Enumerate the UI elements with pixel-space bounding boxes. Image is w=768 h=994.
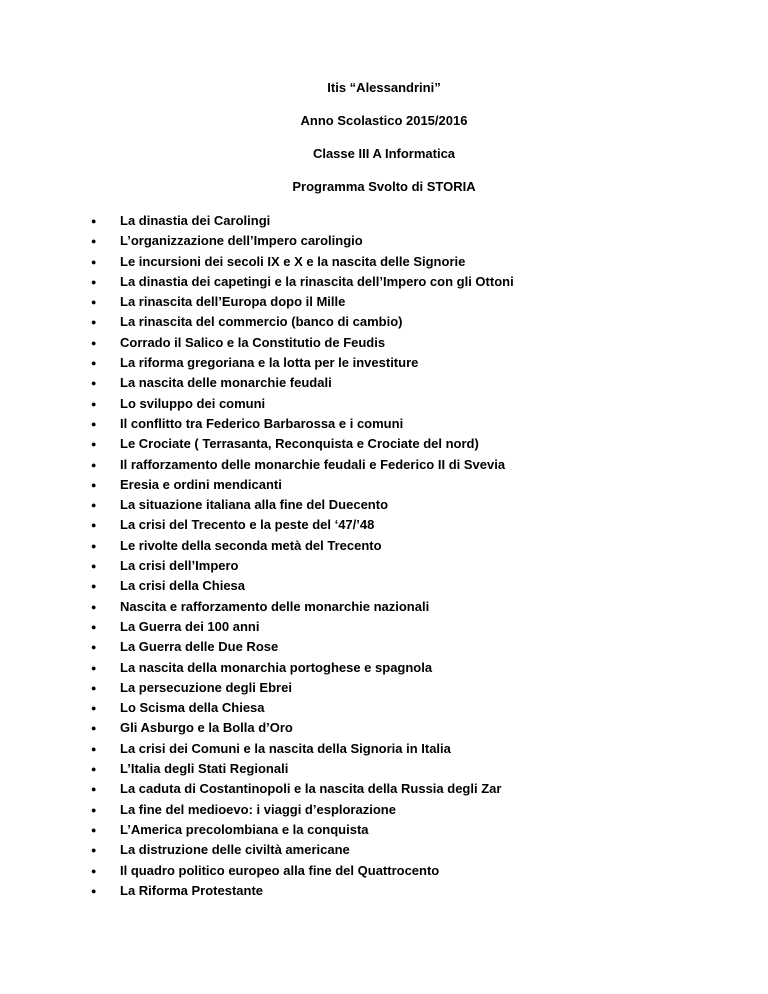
document-header xyxy=(0,79,768,211)
bullet-icon: ● xyxy=(91,358,97,369)
bullet-icon: ● xyxy=(91,865,97,876)
topic-text: Le incursioni dei secoli IX e X e la nascita delle Signorie xyxy=(120,253,466,269)
school-year: Anno Scolastico 2015/2016 xyxy=(300,113,468,128)
topic-text: La riforma gregoriana e la lotta per le investiture xyxy=(120,355,419,371)
bullet-icon: ● xyxy=(91,784,97,795)
topic-text: Le rivolte della seconda metà del Trecento xyxy=(120,537,382,553)
topic-text: La persecuzione degli Ebrei xyxy=(120,679,292,695)
bullet-icon: ● xyxy=(91,764,97,775)
topic-text: La rinascita dell’Europa dopo il Mille xyxy=(120,294,346,310)
topic-text: L’Italia degli Stati Regionali xyxy=(120,761,289,777)
bullet-icon: ● xyxy=(91,439,97,450)
topic-text: Lo Scisma della Chiesa xyxy=(120,700,265,716)
bullet-icon: ● xyxy=(91,561,97,572)
bullet-icon: ● xyxy=(91,540,97,551)
topic-text: Le Crociate ( Terrasanta, Reconquista e Crociate del nord) xyxy=(120,436,479,452)
bullet-icon: ● xyxy=(91,824,97,835)
bullet-icon: ● xyxy=(91,236,97,247)
topic-text: La rinascita del commercio (banco di cambio) xyxy=(120,314,403,330)
bullet-icon: ● xyxy=(91,479,97,490)
topic-text: Il rafforzamento delle monarchie feudali e Federico II di Svevia xyxy=(120,456,506,472)
topic-text: Gli Asburgo e la Bolla d’Oro xyxy=(120,720,293,736)
topic-text: La situazione italiana alla fine del Duecento xyxy=(120,497,389,513)
document-title: Programma Svolto di STORIA xyxy=(292,179,476,194)
bullet-icon: ● xyxy=(91,216,97,226)
bullet-icon: ● xyxy=(91,256,97,267)
topic-text: La crisi dei Comuni e la nascita della Signoria in Italia xyxy=(120,740,451,756)
topic-text: Il conflitto tra Federico Barbarossa e i comuni xyxy=(120,415,404,431)
bullet-icon: ● xyxy=(91,845,97,856)
bullet-icon: ● xyxy=(91,743,97,754)
topic-text: La caduta di Costantinopoli e la nascita della Russia degli Zar xyxy=(120,781,502,797)
bullet-icon: ● xyxy=(91,337,97,348)
topic-text: La dinastia dei capetingi e la rinascita dell’Impero con gli Ottoni xyxy=(120,273,514,289)
bullet-icon: ● xyxy=(91,804,97,815)
bullet-icon: ● xyxy=(91,378,97,389)
topic-text: Eresia e ordini mendicanti xyxy=(120,476,282,492)
bullet-icon: ● xyxy=(91,703,97,714)
topic-text: Il quadro politico europeo alla fine del Quattrocento xyxy=(120,862,440,878)
bullet-icon: ● xyxy=(91,520,97,531)
topic-text: La fine del medioevo: i viaggi d’esplorazione xyxy=(120,801,396,817)
class-name: Classe III A Informatica xyxy=(312,146,456,161)
bullet-icon: ● xyxy=(91,723,97,734)
topic-text: La Riforma Protestante xyxy=(120,882,264,898)
topic-text: La nascita delle monarchie feudali xyxy=(120,375,332,391)
bullet-icon: ● xyxy=(91,317,97,328)
topic-text: Nascita e rafforzamento delle monarchie nazionali xyxy=(120,598,430,614)
bullet-icon: ● xyxy=(91,297,97,308)
topic-text: La Guerra delle Due Rose xyxy=(120,639,279,655)
bullet-icon: ● xyxy=(91,662,97,673)
bullet-icon: ● xyxy=(91,418,97,429)
topic-text: La crisi della Chiesa xyxy=(120,578,246,594)
bullet-icon: ● xyxy=(91,885,97,896)
bullet-icon: ● xyxy=(91,601,97,612)
topic-text: La crisi del Trecento e la peste del ‘47/’48 xyxy=(120,517,375,533)
topic-text: La nascita della monarchia portoghese e spagnola xyxy=(120,659,433,675)
topic-text: Lo sviluppo dei comuni xyxy=(120,395,266,411)
bullet-icon: ● xyxy=(91,398,97,409)
school-name: Itis “Alessandrini” xyxy=(327,80,441,95)
topic-text: La crisi dell’Impero xyxy=(120,558,239,574)
bullet-icon: ● xyxy=(91,276,97,287)
topic-text: L’America precolombiana e la conquista xyxy=(120,821,369,837)
bullet-icon: ● xyxy=(91,500,97,511)
topic-text: La distruzione delle civiltà americane xyxy=(120,842,350,858)
bullet-icon: ● xyxy=(91,642,97,653)
bullet-icon: ● xyxy=(91,682,97,693)
topic-text: Corrado il Salico e la Constitutio de Feudis xyxy=(120,334,386,350)
topic-text: La Guerra dei 100 anni xyxy=(120,618,260,634)
bullet-icon: ● xyxy=(91,581,97,592)
topic-text: L’organizzazione dell’Impero carolingio xyxy=(120,233,363,249)
topic-text: La dinastia dei Carolingi xyxy=(120,213,271,228)
bullet-icon: ● xyxy=(91,459,97,470)
bullet-icon: ● xyxy=(91,621,97,632)
